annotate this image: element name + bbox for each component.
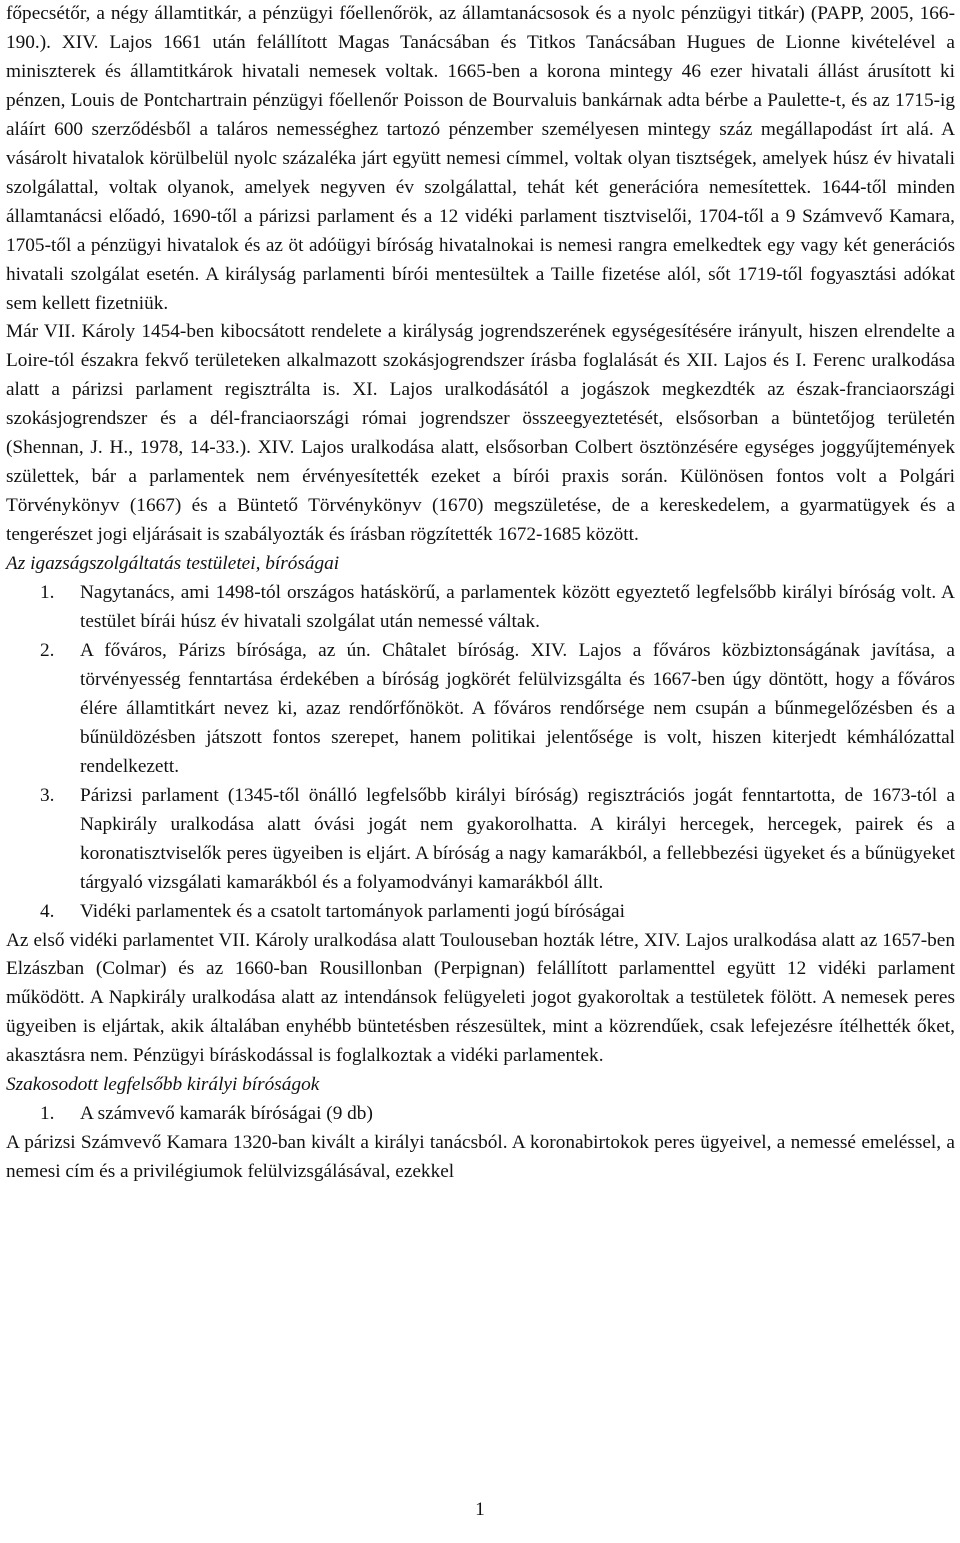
courts-list (6, 579, 955, 926)
section-heading-courts: Az igazságszolgáltatás testületei, bíróságai (6, 553, 340, 575)
list-item-number: 1. (40, 1103, 55, 1125)
list-item-text: Vidéki parlamentek és a csatolt tartományok parlamenti jogú bíróságai (80, 900, 625, 922)
special-courts-list (6, 1100, 955, 1129)
list-item (6, 898, 955, 927)
page-number: 1 (475, 1499, 485, 1520)
body-paragraph-2: Már VII. Károly 1454-ben kibocsátott rendelete a királyság jogrendszerének egységesítésére irányult, hiszen elrendelte a Loire-tól északra fekvő területeken alkalmazott szokásjogrendszer írásba foglalását és XII. Lajos és I. Ferenc uralkodása alatt a párizsi parlament regisztrálta is. XI. Lajos uralkodásától a jogászok megkezdték az észak-franciaországi szokásjogrendszer és a dél-franciaországi római jogrendszer összeegyeztetését, elsősorban a büntetőjog területén (Shennan, J. H., 1978, 14-33.). XIV. Lajos uralkodása alatt, elsősorban Colbert ösztönzésére egységes joggyűjtemények születtek, bár a parlamentek nem érvényesítették ezeket a bírói praxis során. Különösen fontos volt a Polgári Törvénykönyv (1667) és a Büntető Törvénykönyv (1670) megszületése, de a kereskedelem, a gyarmatügyek és a tengerészet jogi eljárásait is szabályozták és írásban rögzítették 1672-1685 között. (6, 321, 955, 546)
list-item (6, 637, 955, 782)
document-page (6, 0, 955, 1187)
list-item-number: 4. (40, 900, 55, 922)
list-item (6, 1100, 955, 1129)
section-heading-special-courts: Szakosodott legfelsőbb királyi bíróságok (6, 1074, 320, 1096)
list-item-text: A számvevő kamarák bíróságai (9 db) (80, 1103, 373, 1125)
list-item-number: 2. (40, 639, 55, 661)
list-item-text: A főváros, Párizs bírósága, az ún. Châtalet bíróság. XIV. Lajos a főváros közbiztonságának javítása, a törvényesség fenntartása érdekében a bíróság jogkörét felülvizsgálta és 1667-ben úgy döntött, hogy a főváros élére államtitkárt nevez ki, azaz rendőrfőnököt. A főváros rendőrsége nem csupán a bűnmegelőzésben és a bűnüldözésben játszott fontos szerepet, hanem politikai jelentősége is volt, hiszen kiterjedt kémhálózattal rendelkezett. (80, 639, 955, 777)
body-paragraph-4: A párizsi Számvevő Kamara 1320-ban kivált a királyi tanácsból. A koronabirtokok peres ügyeivel, a nemessé emeléssel, a nemesi cím és a privilégiumok felülvizsgálásával, ezekkel (6, 1132, 955, 1183)
list-item-number: 1. (40, 582, 55, 604)
body-paragraph-1: főpecsétőr, a négy államtitkár, a pénzügyi főellenőrök, az államtanácsosok és a nyolc pénzügyi titkár) (PAPP, 2005, 166-190.). XIV. Lajos 1661 után felállított Magas Tanácsában és Titkos Tanácsában Hugues de Lionne kivételével a miniszterek és államtitkárok hivatali nemesek voltak. 1665-ben a korona mintegy 46 ezer hivatali állást árusított ki pénzen, Louis de Pontchartrain pénzügyi főellenőr Poisson de Bourvaluis bankárnak adta bérbe a Paulette-t, és az 1715-ig aláírt 600 szerződésből a taláros nemességhez tartozó pénzember személyesen mintegy száz megállapodást írt alá. A vásárolt hivatalok körülbelül nyolc százaléka járt együtt nemesi címmel, voltak olyan tisztségek, amelyek húsz év hivatali szolgálattal, voltak olyanok, amelyek negyven év szolgálattal, tehát két generációra nemesítettek. 1644-től minden államtanácsi előadó, 1690-től a párizsi parlament és a 12 vidéki parlament tisztviselői, 1704-től a 9 Számvevő Kamara, 1705-től a pénzügyi hivatalok és az öt adóügyi bíróság hivatalnokai is nemesi rangra emelkedtek egy vagy két generációs hivatali szolgálat esetén. A királyság parlamenti bírói mentesültek a Taille fizetése alól, sőt 1719-től fogyasztási adókat sem kellett fizetniük. (6, 3, 955, 314)
list-item-number: 3. (40, 784, 55, 806)
list-item (6, 579, 955, 637)
list-item-text: Nagytanács, ami 1498-tól országos hatáskörű, a parlamentek között egyeztető legfelsőbb királyi bíróság volt. A testület bírái húsz év hivatali szolgálat után nemessé váltak. (80, 582, 955, 633)
list-item (6, 782, 955, 898)
body-paragraph-3: Az első vidéki parlamentet VII. Károly uralkodása alatt Toulouseban hozták létre, XIV. Lajos uralkodása alatt az 1657-ben Elzászban (Colmar) és az 1660-ban Rousillonban (Perpignan) felállított parlamenttel együtt 12 vidéki parlament működött. A Napkirály uralkodása alatt az intendánsok felügyeleti jogot gyakoroltak a testületek fölött. A nemesek peres ügyeiben is eljártak, akik általában enyhébb büntetésben részesültek, mint a közrendűek, csak lefejezésre ítélhették őket, akasztásra nem. Pénzügyi bíráskodással is foglalkoztak a vidéki parlamentek. (6, 929, 955, 1067)
list-item-text: Párizsi parlament (1345-től önálló legfelsőbb királyi bíróság) regisztrációs jogát fenntartotta, de 1673-tól a Napkirály uralkodása alatt óvási jogát nem gyakorolhatta. A királyi hercegek, hercegek, pairek és a koronatisztviselők peres ügyeiben is eljárt. A bíróság a nagy kamarákból, a fellebbezési ügyeket és a bűnügyeket tárgyaló vizsgálati kamarákból és a folyamodványi kamarákból állt. (80, 784, 955, 893)
